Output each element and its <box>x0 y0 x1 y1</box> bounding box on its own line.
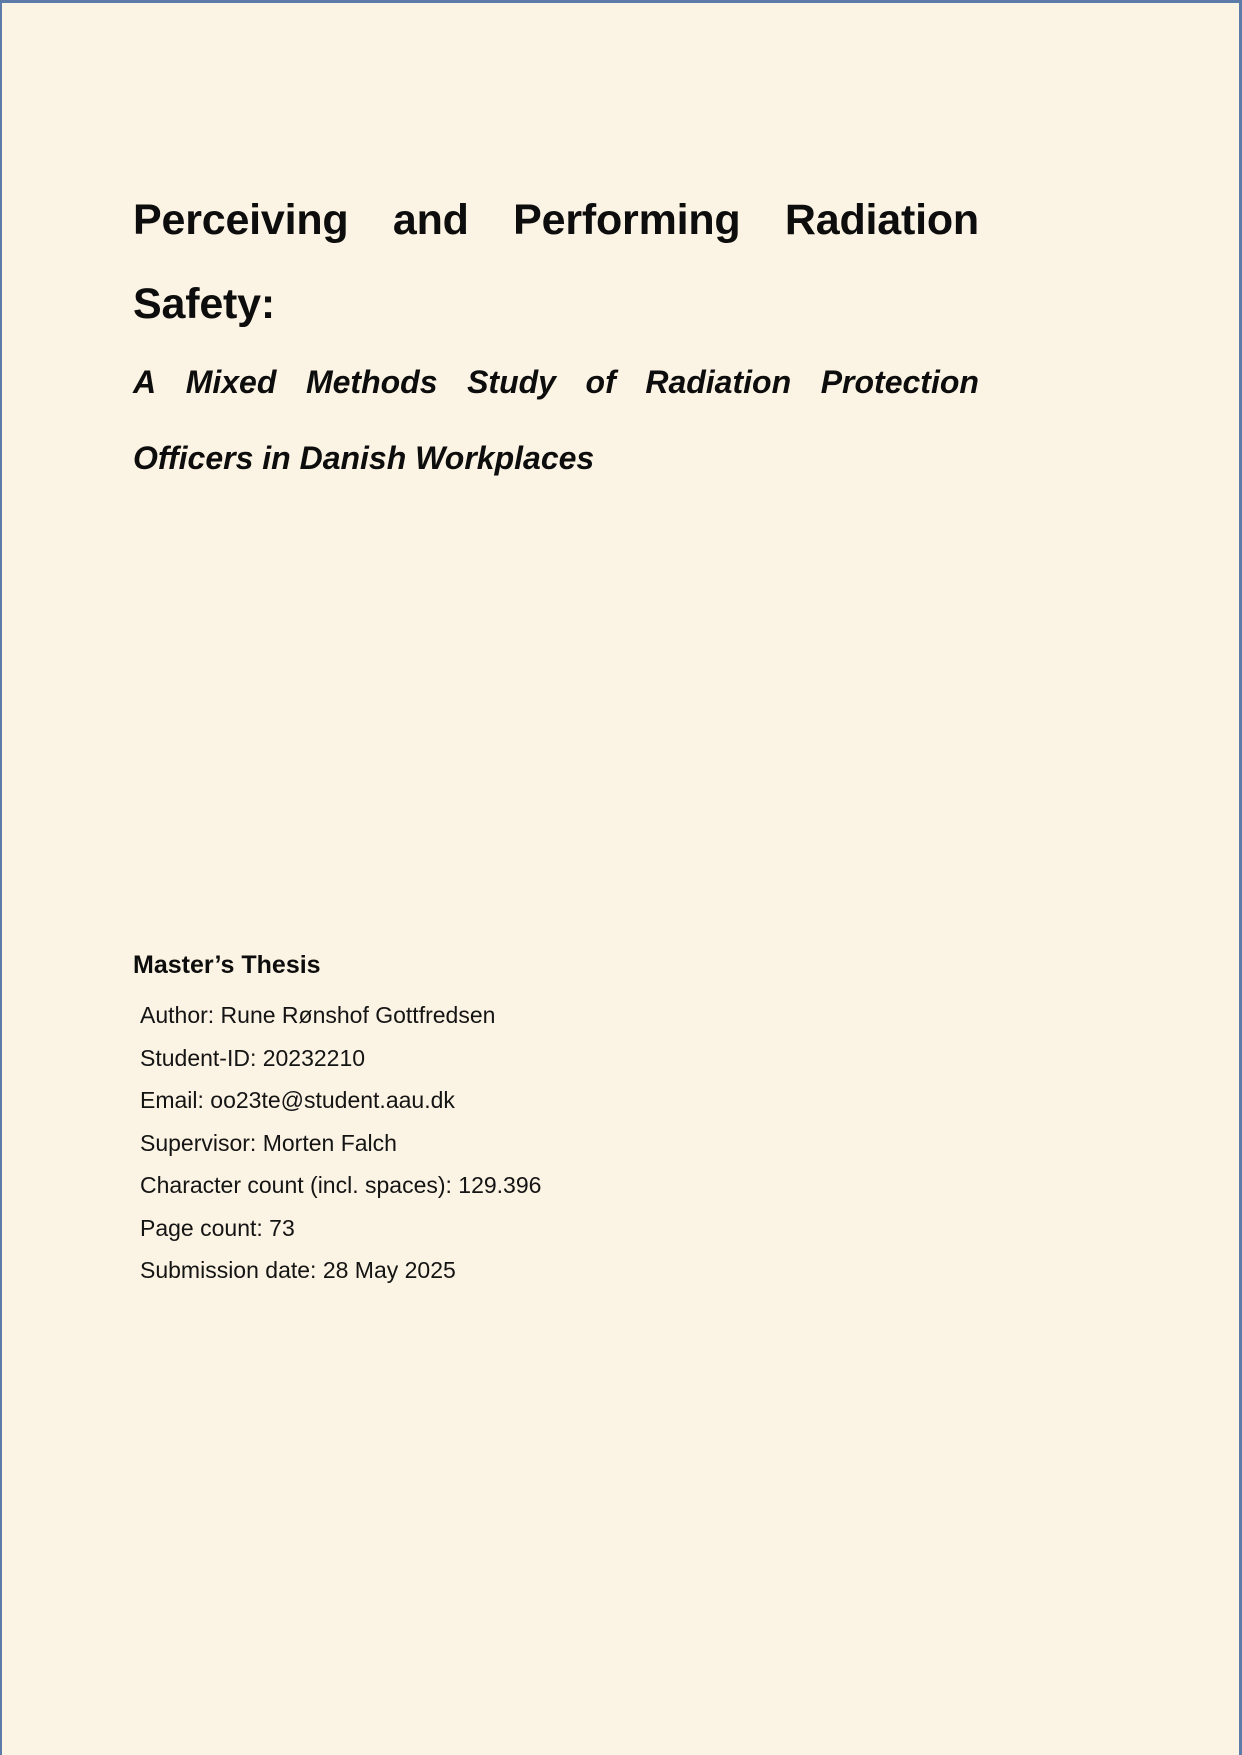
metadata-author: Author: Rune Rønshof Gottfredsen <box>140 1002 496 1028</box>
subtitle-line-1 <box>133 344 979 420</box>
metadata-student-id: Student-ID: 20232210 <box>140 1044 366 1071</box>
subtitle-word: Protection <box>820 364 979 400</box>
subtitle-line-2 <box>133 420 979 496</box>
document-title <box>133 178 979 346</box>
title-word: Performing <box>513 196 741 244</box>
title-line-1 <box>133 178 979 262</box>
subtitle-word: Officers in Danish Workplaces <box>133 440 595 476</box>
title-word: and <box>392 196 469 244</box>
subtitle-word: A <box>133 364 157 400</box>
metadata-submission-date: Submission date: 28 May 2025 <box>140 1257 456 1283</box>
subtitle-word: of <box>585 364 616 400</box>
title-word: Radiation <box>784 196 979 244</box>
subtitle-word: Methods <box>305 364 438 400</box>
metadata-email: Email: oo23te@student.aau.dk <box>140 1087 455 1113</box>
title-line-2 <box>133 262 979 346</box>
subtitle-word: Study <box>467 364 556 400</box>
title-word: Perceiving <box>133 196 349 244</box>
metadata-page-count: Page count: 73 <box>140 1214 295 1241</box>
metadata-supervisor: Supervisor: Morten Falch <box>140 1129 397 1156</box>
subtitle-word: Radiation <box>645 364 792 400</box>
metadata-character-count: Character count (incl. spaces): 129.396 <box>140 1172 542 1198</box>
metadata-list <box>133 994 833 1292</box>
subtitle-word: Mixed <box>185 364 277 400</box>
title-word: Safety: <box>133 280 275 328</box>
metadata-heading: Master’s Thesis <box>133 951 321 979</box>
thesis-metadata <box>133 947 833 1292</box>
document-subtitle <box>133 344 979 496</box>
